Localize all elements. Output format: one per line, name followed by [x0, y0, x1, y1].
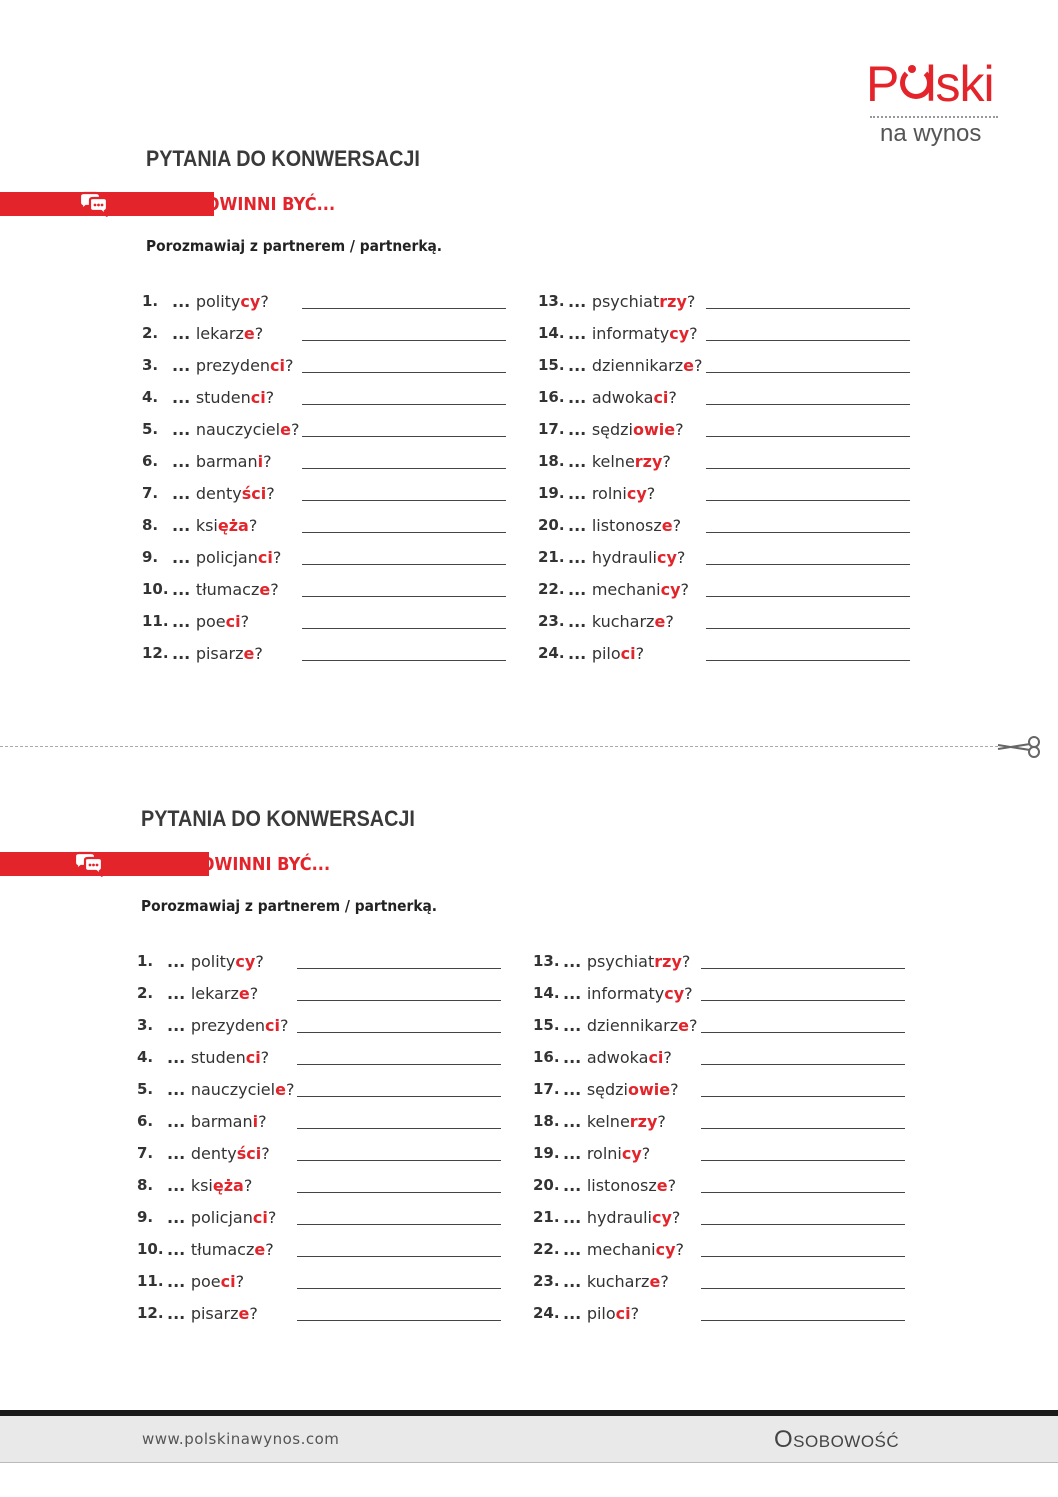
answer-blank[interactable] [706, 308, 910, 309]
question-text: ... politycy? [172, 292, 269, 311]
answer-blank[interactable] [706, 340, 910, 341]
question-text: ... informatycy? [563, 984, 693, 1003]
question-text: ... piloci? [563, 1304, 640, 1323]
question-text: ... studenci? [172, 388, 275, 407]
answer-blank[interactable] [706, 532, 910, 533]
answer-blank[interactable] [302, 404, 506, 405]
answer-blank[interactable] [302, 564, 506, 565]
answer-blank[interactable] [302, 596, 506, 597]
answer-blank[interactable] [297, 1128, 501, 1129]
question-item [137, 1172, 517, 1204]
question-item [538, 480, 918, 512]
question-item [142, 512, 522, 544]
question-item [533, 1108, 913, 1140]
question-item [538, 608, 918, 640]
question-text: ... listonosze? [568, 516, 682, 535]
question-item [142, 576, 522, 608]
question-item [137, 1012, 517, 1044]
red-accent-square [109, 852, 131, 876]
answer-blank[interactable] [297, 1320, 501, 1321]
answer-blank[interactable] [701, 1128, 905, 1129]
question-number: 15. [538, 356, 565, 374]
footer-topic: Osobowość [774, 1426, 900, 1453]
question-number: 17. [538, 420, 565, 438]
answer-blank[interactable] [706, 500, 910, 501]
scissors-icon [996, 736, 1046, 758]
question-text: ... adwokaci? [563, 1048, 672, 1067]
question-text: ... barmani? [172, 452, 272, 471]
question-text: ... prezydenci? [172, 356, 294, 375]
answer-blank[interactable] [701, 1000, 905, 1001]
question-item [533, 1300, 913, 1332]
answer-blank[interactable] [302, 468, 506, 469]
question-text: ... hydraulicy? [568, 548, 686, 567]
logo-tagline: na wynos [880, 120, 982, 147]
question-item [137, 980, 517, 1012]
question-text: ... kelnerzy? [568, 452, 671, 471]
question-item [533, 1076, 913, 1108]
question-item [142, 640, 522, 672]
answer-blank[interactable] [706, 436, 910, 437]
question-number: 13. [538, 292, 565, 310]
answer-blank[interactable] [297, 1256, 501, 1257]
question-number: 19. [533, 1144, 560, 1162]
speech-bubbles-icon [76, 191, 110, 217]
question-item [137, 1236, 517, 1268]
section-title: PYTANIA DO KONWERSACJI [146, 146, 420, 171]
question-text: ... psychiatrzy? [563, 952, 691, 971]
question-item [142, 416, 522, 448]
question-text: ... dentyści? [167, 1144, 270, 1163]
question-number: 6. [142, 452, 159, 470]
logo [866, 56, 1006, 152]
question-number: 7. [137, 1144, 154, 1162]
question-text: ... lekarze? [172, 324, 264, 343]
logo-wordmark: P lski [866, 56, 994, 112]
question-number: 10. [142, 580, 169, 598]
question-item [533, 948, 913, 980]
answer-blank[interactable] [701, 1064, 905, 1065]
question-number: 5. [142, 420, 159, 438]
question-text: ... mechanicy? [568, 580, 689, 599]
instruction: Porozmawiaj z partnerem / partnerką. [141, 897, 438, 915]
question-text: ... hydraulicy? [563, 1208, 681, 1227]
question-number: 6. [137, 1112, 154, 1130]
question-text: ... piloci? [568, 644, 645, 663]
question-number: 3. [142, 356, 159, 374]
question-number: 18. [538, 452, 565, 470]
question-text: ... księża? [172, 516, 258, 535]
question-number: 11. [137, 1272, 164, 1290]
question-number: 21. [533, 1208, 560, 1226]
answer-blank[interactable] [297, 1192, 501, 1193]
question-text: ... politycy? [167, 952, 264, 971]
answer-blank[interactable] [302, 660, 506, 661]
answer-blank[interactable] [701, 1032, 905, 1033]
answer-blank[interactable] [706, 564, 910, 565]
question-number: 1. [137, 952, 154, 970]
question-number: 22. [538, 580, 565, 598]
question-text: ... policjanci? [167, 1208, 277, 1227]
question-text: ... studenci? [167, 1048, 270, 1067]
question-item [538, 384, 918, 416]
section-subtitle: JACY POWINNI BYĆ... [141, 854, 331, 875]
question-item [533, 980, 913, 1012]
question-item [533, 1204, 913, 1236]
question-item [142, 288, 522, 320]
question-item [137, 1268, 517, 1300]
question-number: 16. [538, 388, 565, 406]
answer-blank[interactable] [297, 1032, 501, 1033]
answer-blank[interactable] [302, 436, 506, 437]
question-item [142, 384, 522, 416]
answer-blank[interactable] [701, 1320, 905, 1321]
question-item [533, 1140, 913, 1172]
answer-blank[interactable] [297, 1160, 501, 1161]
question-text: ... dziennikarze? [568, 356, 703, 375]
footer-url[interactable]: www.polskinawynos.com [142, 1430, 340, 1448]
answer-blank[interactable] [706, 628, 910, 629]
question-number: 14. [538, 324, 565, 342]
question-item [137, 1044, 517, 1076]
question-item [142, 320, 522, 352]
question-text: ... tłumacze? [172, 580, 279, 599]
question-number: 19. [538, 484, 565, 502]
answer-blank[interactable] [706, 468, 910, 469]
answer-blank[interactable] [701, 968, 905, 969]
section-title: PYTANIA DO KONWERSACJI [141, 806, 415, 831]
answer-blank[interactable] [297, 968, 501, 969]
question-number: 16. [533, 1048, 560, 1066]
cut-line [0, 746, 998, 747]
question-item [538, 352, 918, 384]
footer-bottom-rule [0, 1462, 1058, 1463]
question-number: 21. [538, 548, 565, 566]
answer-blank[interactable] [297, 1064, 501, 1065]
question-text: ... rolnicy? [568, 484, 656, 503]
question-text: ... poeci? [167, 1272, 245, 1291]
instruction: Porozmawiaj z partnerem / partnerką. [146, 237, 443, 255]
logo-divider [870, 116, 998, 118]
question-text: ... nauczyciele? [172, 420, 300, 439]
question-item [538, 320, 918, 352]
answer-blank[interactable] [701, 1160, 905, 1161]
question-number: 22. [533, 1240, 560, 1258]
answer-blank[interactable] [302, 372, 506, 373]
question-text: ... pisarze? [167, 1304, 258, 1323]
question-text: ... policjanci? [172, 548, 282, 567]
question-column-2 [538, 288, 918, 672]
answer-blank[interactable] [706, 404, 910, 405]
question-text: ... poeci? [172, 612, 250, 631]
answer-blank[interactable] [701, 1192, 905, 1193]
question-column-2 [533, 948, 913, 1332]
question-item [142, 448, 522, 480]
question-item [142, 608, 522, 640]
question-text: ... psychiatrzy? [568, 292, 696, 311]
question-item [538, 288, 918, 320]
question-number: 20. [533, 1176, 560, 1194]
question-number: 17. [533, 1080, 560, 1098]
question-number: 11. [142, 612, 169, 630]
answer-blank[interactable] [297, 1224, 501, 1225]
question-text: ... sędziowie? [563, 1080, 679, 1099]
question-text: ... dentyści? [172, 484, 275, 503]
answer-blank[interactable] [302, 532, 506, 533]
question-number: 23. [538, 612, 565, 630]
question-number: 4. [142, 388, 159, 406]
question-text: ... sędziowie? [568, 420, 684, 439]
question-item [137, 1140, 517, 1172]
answer-blank[interactable] [302, 628, 506, 629]
question-number: 8. [137, 1176, 154, 1194]
section-subtitle: JACY POWINNI BYĆ... [146, 194, 336, 215]
question-number: 18. [533, 1112, 560, 1130]
answer-blank[interactable] [706, 372, 910, 373]
question-number: 10. [137, 1240, 164, 1258]
question-text: ... dziennikarze? [563, 1016, 698, 1035]
question-number: 20. [538, 516, 565, 534]
question-item [533, 1044, 913, 1076]
question-item [142, 544, 522, 576]
question-number: 3. [137, 1016, 154, 1034]
question-number: 4. [137, 1048, 154, 1066]
question-number: 9. [137, 1208, 154, 1226]
question-number: 2. [142, 324, 159, 342]
question-number: 12. [137, 1304, 164, 1322]
answer-blank[interactable] [706, 596, 910, 597]
question-item [538, 544, 918, 576]
question-item [538, 416, 918, 448]
question-item [533, 1012, 913, 1044]
question-text: ... tłumacze? [167, 1240, 274, 1259]
answer-blank[interactable] [701, 1096, 905, 1097]
question-text: ... pisarze? [172, 644, 263, 663]
question-number: 12. [142, 644, 169, 662]
red-accent-square [114, 192, 136, 216]
question-item [538, 512, 918, 544]
question-number: 5. [137, 1080, 154, 1098]
question-number: 24. [538, 644, 565, 662]
answer-blank[interactable] [302, 340, 506, 341]
answer-blank[interactable] [701, 1224, 905, 1225]
question-number: 13. [533, 952, 560, 970]
answer-blank[interactable] [701, 1256, 905, 1257]
question-number: 1. [142, 292, 159, 310]
question-item [137, 1300, 517, 1332]
question-number: 9. [142, 548, 159, 566]
question-item [137, 948, 517, 980]
question-text: ... listonosze? [563, 1176, 677, 1195]
question-text: ... adwokaci? [568, 388, 677, 407]
question-text: ... rolnicy? [563, 1144, 651, 1163]
question-number: 8. [142, 516, 159, 534]
question-item [142, 352, 522, 384]
question-item [538, 448, 918, 480]
answer-blank[interactable] [297, 1096, 501, 1097]
question-number: 15. [533, 1016, 560, 1034]
answer-blank[interactable] [297, 1000, 501, 1001]
question-number: 14. [533, 984, 560, 1002]
question-item [538, 576, 918, 608]
question-text: ... mechanicy? [563, 1240, 684, 1259]
question-number: 24. [533, 1304, 560, 1322]
question-text: ... informatycy? [568, 324, 698, 343]
question-number: 7. [142, 484, 159, 502]
question-text: ... księża? [167, 1176, 253, 1195]
answer-blank[interactable] [706, 660, 910, 661]
answer-blank[interactable] [701, 1288, 905, 1289]
logo-o-icon [898, 65, 925, 101]
answer-blank[interactable] [302, 308, 506, 309]
question-item [142, 480, 522, 512]
speech-bubbles-icon [71, 851, 105, 877]
question-item [538, 640, 918, 672]
question-text: ... prezydenci? [167, 1016, 289, 1035]
question-column-1 [137, 948, 517, 1332]
question-text: ... kucharze? [563, 1272, 669, 1291]
question-column-1 [142, 288, 522, 672]
question-text: ... kelnerzy? [563, 1112, 666, 1131]
question-item [137, 1204, 517, 1236]
question-item [137, 1108, 517, 1140]
answer-blank[interactable] [302, 500, 506, 501]
answer-blank[interactable] [297, 1288, 501, 1289]
question-text: ... nauczyciele? [167, 1080, 295, 1099]
question-item [137, 1076, 517, 1108]
question-item [533, 1268, 913, 1300]
question-text: ... barmani? [167, 1112, 267, 1131]
question-item [533, 1236, 913, 1268]
question-number: 2. [137, 984, 154, 1002]
question-text: ... kucharze? [568, 612, 674, 631]
question-item [533, 1172, 913, 1204]
question-text: ... lekarze? [167, 984, 259, 1003]
question-number: 23. [533, 1272, 560, 1290]
